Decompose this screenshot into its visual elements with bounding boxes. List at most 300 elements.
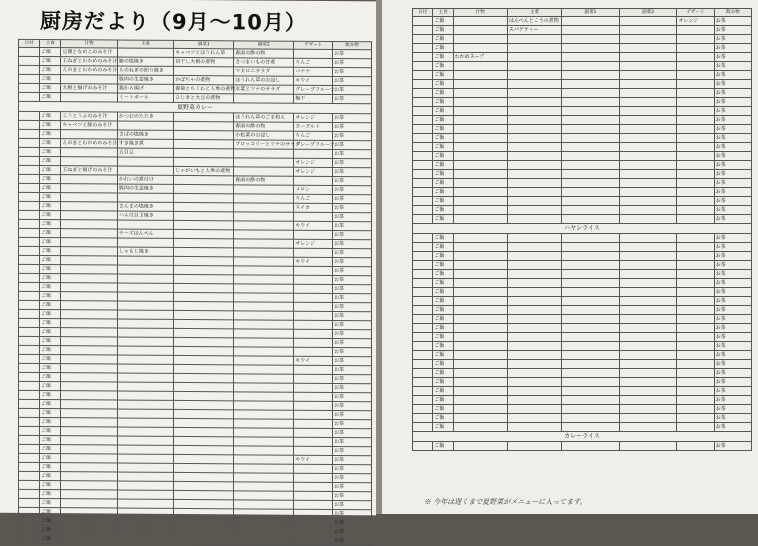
menu-cell bbox=[61, 445, 117, 454]
menu-cell: じゃがいもと人参の煮物 bbox=[174, 166, 234, 175]
menu-cell: ご飯 bbox=[433, 62, 453, 71]
menu-cell bbox=[19, 156, 40, 165]
menu-cell bbox=[619, 324, 677, 333]
menu-cell bbox=[562, 378, 620, 387]
menu-cell bbox=[677, 116, 714, 125]
menu-cell bbox=[507, 234, 561, 243]
menu-cell bbox=[507, 152, 561, 161]
menu-cell bbox=[61, 157, 117, 166]
menu-cell: お茶 bbox=[714, 62, 751, 71]
menu-cell: ご飯 bbox=[40, 399, 61, 408]
menu-cell: ご飯 bbox=[433, 35, 453, 44]
menu-cell bbox=[562, 170, 620, 179]
menu-cell bbox=[174, 256, 234, 265]
menu-cell bbox=[174, 66, 234, 75]
menu-cell bbox=[507, 252, 561, 261]
menu-cell bbox=[562, 405, 620, 414]
menu-cell bbox=[117, 301, 173, 310]
menu-cell bbox=[413, 423, 433, 432]
menu-cell: こうとうふのみそ汁 bbox=[61, 112, 117, 121]
menu-cell bbox=[413, 143, 433, 152]
menu-cell: ご飯 bbox=[433, 342, 453, 351]
table-row bbox=[413, 116, 752, 125]
menu-cell: ご飯 bbox=[433, 197, 453, 206]
menu-cell bbox=[174, 265, 234, 274]
menu-cell bbox=[507, 387, 561, 396]
menu-cell bbox=[677, 161, 714, 170]
menu-cell bbox=[61, 499, 117, 508]
menu-cell: お茶 bbox=[333, 249, 372, 258]
table-row bbox=[413, 270, 752, 279]
menu-cell bbox=[19, 426, 40, 435]
menu-cell bbox=[61, 535, 117, 544]
left-menu-table bbox=[18, 39, 372, 546]
menu-cell bbox=[174, 472, 234, 481]
menu-cell bbox=[413, 44, 433, 53]
menu-cell: グレープフルーツ bbox=[295, 141, 335, 149]
menu-cell bbox=[453, 134, 507, 143]
menu-cell: ご飯 bbox=[40, 525, 61, 534]
menu-cell bbox=[453, 197, 507, 206]
right-table-header bbox=[413, 9, 752, 17]
menu-cell bbox=[413, 387, 433, 396]
menu-cell bbox=[234, 428, 294, 437]
menu-cell: さつまいもの甘煮 bbox=[234, 58, 294, 67]
menu-cell bbox=[174, 391, 234, 400]
menu-cell: お茶 bbox=[333, 258, 372, 267]
menu-cell: お茶 bbox=[333, 510, 372, 519]
menu-cell: ご飯 bbox=[433, 315, 453, 324]
menu-cell: お茶 bbox=[333, 285, 372, 294]
menu-cell: ご飯 bbox=[433, 288, 453, 297]
menu-cell bbox=[507, 315, 561, 324]
menu-cell bbox=[507, 188, 561, 197]
menu-cell: ご飯 bbox=[40, 74, 61, 83]
menu-cell bbox=[117, 256, 173, 265]
menu-cell bbox=[61, 211, 117, 220]
menu-cell: お茶 bbox=[714, 234, 751, 243]
menu-cell: ご飯 bbox=[433, 297, 453, 306]
menu-cell bbox=[19, 165, 40, 174]
menu-cell: ご飯 bbox=[433, 414, 453, 423]
menu-cell bbox=[677, 170, 714, 179]
menu-cell bbox=[677, 80, 714, 89]
menu-cell bbox=[453, 279, 507, 288]
menu-cell bbox=[294, 482, 333, 491]
menu-cell bbox=[234, 94, 294, 103]
menu-cell bbox=[174, 274, 234, 283]
menu-cell bbox=[507, 405, 561, 414]
menu-cell bbox=[413, 107, 433, 116]
menu-cell bbox=[413, 206, 433, 215]
menu-cell: さばの塩焼き bbox=[117, 130, 173, 139]
menu-cell bbox=[234, 383, 294, 392]
menu-cell bbox=[61, 256, 117, 265]
menu-cell bbox=[19, 219, 40, 228]
menu-cell bbox=[117, 535, 173, 544]
menu-cell bbox=[507, 71, 561, 80]
menu-cell: ご飯 bbox=[40, 92, 61, 101]
menu-cell: お茶 bbox=[333, 519, 372, 528]
menu-cell bbox=[19, 498, 40, 507]
menu-cell bbox=[453, 35, 507, 44]
menu-cell bbox=[413, 396, 433, 405]
menu-cell: お茶 bbox=[333, 447, 372, 456]
menu-cell bbox=[234, 212, 294, 221]
menu-cell bbox=[507, 378, 561, 387]
menu-cell: ご飯 bbox=[40, 264, 61, 273]
menu-cell bbox=[294, 302, 333, 311]
menu-cell bbox=[453, 288, 507, 297]
menu-cell bbox=[619, 297, 677, 306]
menu-cell: ご飯 bbox=[40, 480, 61, 489]
table-row bbox=[413, 80, 752, 89]
menu-cell bbox=[562, 252, 620, 261]
menu-cell: ご飯 bbox=[433, 116, 453, 125]
menu-cell bbox=[677, 306, 714, 315]
menu-cell bbox=[562, 161, 620, 170]
menu-cell bbox=[677, 125, 714, 134]
menu-cell bbox=[294, 419, 333, 428]
menu-cell bbox=[117, 526, 173, 535]
menu-cell: お茶 bbox=[333, 501, 372, 510]
menu-cell bbox=[61, 409, 117, 418]
menu-cell bbox=[234, 365, 294, 374]
menu-cell: お茶 bbox=[333, 537, 372, 546]
menu-cell bbox=[562, 306, 620, 315]
menu-cell bbox=[19, 381, 40, 390]
menu-cell bbox=[117, 157, 173, 166]
menu-cell: お茶 bbox=[714, 143, 751, 152]
menu-cell bbox=[453, 378, 507, 387]
menu-cell: ご飯 bbox=[433, 252, 453, 261]
menu-cell: ご飯 bbox=[433, 243, 453, 252]
column-header: 日付 bbox=[19, 39, 40, 47]
menu-cell: ご飯 bbox=[40, 318, 61, 327]
menu-cell bbox=[61, 418, 117, 427]
table-row bbox=[413, 107, 752, 116]
menu-cell bbox=[413, 89, 433, 98]
table-row bbox=[413, 432, 752, 442]
menu-cell bbox=[19, 228, 40, 237]
menu-cell: スイカ bbox=[294, 203, 333, 212]
menu-cell bbox=[61, 346, 117, 355]
menu-cell bbox=[677, 197, 714, 206]
menu-cell bbox=[562, 62, 620, 71]
menu-cell bbox=[413, 405, 433, 414]
table-row bbox=[413, 179, 752, 188]
menu-cell bbox=[619, 197, 677, 206]
menu-cell bbox=[294, 311, 333, 320]
menu-cell bbox=[619, 387, 677, 396]
menu-cell: えのきとわかめのみそ汁 bbox=[62, 67, 118, 74]
menu-cell: お茶 bbox=[714, 378, 751, 387]
menu-cell: お茶 bbox=[714, 414, 751, 423]
menu-cell bbox=[453, 116, 507, 125]
column-header: 汁物 bbox=[61, 40, 117, 48]
menu-cell: キウイ bbox=[294, 356, 333, 365]
menu-cell: 豚肉の生姜焼き bbox=[117, 184, 173, 193]
menu-cell bbox=[507, 116, 561, 125]
menu-cell bbox=[234, 221, 294, 230]
menu-cell: ご飯 bbox=[433, 378, 453, 387]
menu-cell: お茶 bbox=[333, 267, 372, 276]
menu-cell: ご飯 bbox=[40, 129, 61, 138]
menu-cell bbox=[507, 324, 561, 333]
menu-cell: キウイ bbox=[294, 221, 333, 230]
menu-cell bbox=[294, 284, 333, 293]
menu-cell bbox=[562, 197, 620, 206]
menu-cell bbox=[234, 338, 294, 347]
menu-cell: お茶 bbox=[333, 366, 372, 375]
menu-cell: お茶 bbox=[333, 303, 372, 312]
menu-cell bbox=[117, 373, 173, 382]
menu-cell: ご飯 bbox=[433, 125, 453, 134]
menu-cell bbox=[234, 356, 294, 365]
menu-cell: お茶 bbox=[333, 222, 372, 231]
menu-cell: お茶 bbox=[333, 150, 372, 159]
menu-cell: ご飯 bbox=[433, 152, 453, 161]
footnote: ※ 今年は遅くまで夏野菜がメニューに入ってます。 bbox=[424, 498, 587, 506]
menu-cell: ご飯 bbox=[433, 369, 453, 378]
menu-cell bbox=[507, 279, 561, 288]
menu-cell: お茶 bbox=[333, 357, 372, 366]
menu-cell bbox=[619, 405, 677, 414]
menu-cell bbox=[234, 248, 294, 257]
menu-cell: お茶 bbox=[714, 324, 751, 333]
menu-cell bbox=[619, 17, 677, 26]
menu-cell bbox=[453, 206, 507, 215]
menu-cell bbox=[61, 283, 117, 292]
menu-cell bbox=[619, 252, 677, 261]
menu-cell: ご飯 bbox=[40, 336, 61, 345]
menu-cell bbox=[562, 442, 620, 451]
menu-cell: グレープフルーツ bbox=[295, 86, 335, 94]
menu-cell: お茶 bbox=[333, 132, 372, 141]
menu-cell: お茶 bbox=[714, 197, 751, 206]
menu-cell bbox=[61, 148, 117, 157]
menu-cell bbox=[174, 454, 234, 463]
menu-cell: ご飯 bbox=[40, 165, 61, 174]
menu-cell bbox=[562, 342, 620, 351]
menu-cell: ご飯 bbox=[433, 279, 453, 288]
table-row bbox=[413, 188, 752, 197]
menu-cell bbox=[19, 174, 40, 183]
menu-cell bbox=[562, 71, 620, 80]
menu-cell: お茶 bbox=[333, 114, 372, 123]
menu-cell bbox=[453, 98, 507, 107]
column-header: 副菜2 bbox=[619, 9, 677, 17]
menu-cell bbox=[562, 279, 620, 288]
menu-cell bbox=[677, 297, 714, 306]
menu-cell bbox=[19, 354, 40, 363]
menu-cell bbox=[562, 53, 620, 62]
menu-cell bbox=[19, 534, 40, 543]
menu-cell bbox=[174, 130, 234, 139]
menu-cell bbox=[174, 409, 234, 418]
menu-cell bbox=[507, 125, 561, 134]
menu-cell bbox=[174, 526, 234, 535]
menu-cell: わかめスープ bbox=[453, 53, 507, 62]
menu-cell bbox=[619, 71, 677, 80]
menu-cell bbox=[677, 423, 714, 432]
menu-cell bbox=[619, 98, 677, 107]
menu-cell: お茶 bbox=[714, 342, 751, 351]
table-row bbox=[413, 224, 752, 234]
menu-cell bbox=[234, 320, 294, 329]
menu-cell bbox=[413, 360, 433, 369]
menu-cell bbox=[117, 355, 173, 364]
menu-cell: ご飯 bbox=[433, 179, 453, 188]
menu-cell: ご飯 bbox=[40, 174, 61, 183]
menu-cell bbox=[19, 417, 40, 426]
menu-cell: お茶 bbox=[714, 387, 751, 396]
menu-cell: お茶 bbox=[714, 188, 751, 197]
menu-cell bbox=[413, 35, 433, 44]
menu-cell bbox=[174, 481, 234, 490]
menu-cell: お茶 bbox=[714, 80, 751, 89]
menu-cell bbox=[117, 508, 173, 517]
menu-cell bbox=[117, 319, 173, 328]
menu-cell: お茶 bbox=[333, 402, 372, 411]
menu-cell: お茶 bbox=[714, 17, 751, 26]
menu-cell: ご飯 bbox=[40, 534, 61, 543]
column-header: 副菜2 bbox=[234, 41, 294, 49]
menu-cell bbox=[507, 134, 561, 143]
menu-cell bbox=[677, 324, 714, 333]
table-row bbox=[413, 442, 752, 451]
menu-cell bbox=[677, 405, 714, 414]
table-row bbox=[413, 17, 752, 26]
menu-cell bbox=[174, 535, 234, 544]
menu-cell bbox=[507, 107, 561, 116]
menu-cell bbox=[19, 183, 40, 192]
menu-cell bbox=[453, 152, 507, 161]
menu-cell bbox=[234, 167, 294, 176]
table-row bbox=[413, 414, 752, 423]
menu-cell: 五目豆 bbox=[117, 148, 173, 157]
menu-cell bbox=[453, 125, 507, 134]
menu-cell: 切干し大根の煮物 bbox=[174, 57, 234, 66]
menu-cell bbox=[117, 382, 173, 391]
table-row bbox=[413, 161, 752, 170]
menu-cell bbox=[507, 270, 561, 279]
menu-cell: らのねぎの照り焼き bbox=[117, 66, 173, 75]
menu-cell bbox=[619, 369, 677, 378]
menu-cell bbox=[117, 400, 173, 409]
menu-cell: お茶 bbox=[714, 279, 751, 288]
menu-cell: キャベツとほうれん草 bbox=[174, 48, 234, 57]
menu-cell: ヨーグルト bbox=[294, 122, 333, 131]
menu-cell: すき焼き煮 bbox=[117, 139, 173, 148]
menu-cell bbox=[234, 158, 294, 167]
left-menu-table-wrap bbox=[18, 39, 372, 545]
menu-cell bbox=[19, 92, 40, 101]
menu-cell: 玉ねぎと揚げのみそ汁 bbox=[61, 166, 117, 175]
menu-cell bbox=[19, 74, 40, 83]
menu-cell bbox=[507, 206, 561, 215]
menu-cell bbox=[413, 134, 433, 143]
menu-cell bbox=[507, 333, 561, 342]
menu-cell bbox=[562, 80, 620, 89]
menu-cell bbox=[677, 442, 714, 451]
menu-cell bbox=[234, 410, 294, 419]
menu-band-cell: ハヤシライス bbox=[413, 224, 752, 234]
menu-cell bbox=[677, 234, 714, 243]
menu-cell: ご飯 bbox=[433, 44, 453, 53]
menu-cell bbox=[619, 333, 677, 342]
menu-cell: ご飯 bbox=[433, 134, 453, 143]
menu-cell: ご飯 bbox=[40, 381, 61, 390]
menu-cell bbox=[174, 319, 234, 328]
menu-cell bbox=[234, 203, 294, 212]
menu-cell bbox=[234, 284, 294, 293]
menu-cell bbox=[507, 369, 561, 378]
menu-cell bbox=[413, 80, 433, 89]
menu-cell: ご飯 bbox=[433, 80, 453, 89]
menu-cell bbox=[234, 491, 294, 500]
menu-cell bbox=[61, 337, 117, 346]
menu-cell bbox=[677, 62, 714, 71]
menu-cell bbox=[507, 161, 561, 170]
menu-cell bbox=[413, 414, 433, 423]
menu-cell: ご飯 bbox=[40, 56, 61, 65]
menu-cell bbox=[453, 179, 507, 188]
menu-cell: ご飯 bbox=[40, 489, 61, 498]
menu-cell bbox=[174, 220, 234, 229]
menu-cell bbox=[619, 116, 677, 125]
menu-cell: お茶 bbox=[333, 456, 372, 465]
menu-cell bbox=[453, 324, 507, 333]
menu-cell bbox=[61, 75, 117, 84]
menu-cell bbox=[19, 282, 40, 291]
menu-cell bbox=[507, 179, 561, 188]
menu-cell bbox=[174, 427, 234, 436]
menu-cell bbox=[61, 481, 117, 490]
menu-cell: ご飯 bbox=[40, 210, 61, 219]
menu-cell: ご飯 bbox=[433, 360, 453, 369]
menu-cell bbox=[294, 248, 333, 257]
menu-cell: ご飯 bbox=[433, 215, 453, 224]
menu-cell bbox=[413, 26, 433, 35]
menu-cell: キャベツと豚のみそ汁 bbox=[61, 121, 117, 130]
menu-cell: ご飯 bbox=[40, 83, 61, 92]
menu-cell: ご飯 bbox=[40, 192, 61, 201]
menu-cell: お茶 bbox=[714, 351, 751, 360]
menu-cell bbox=[19, 192, 40, 201]
menu-cell: お茶 bbox=[333, 50, 372, 59]
menu-cell bbox=[61, 517, 117, 526]
menu-cell bbox=[294, 437, 333, 446]
menu-cell bbox=[413, 270, 433, 279]
menu-cell bbox=[294, 500, 333, 509]
menu-cell bbox=[294, 374, 333, 383]
menu-cell: ご飯 bbox=[40, 111, 61, 120]
menu-cell bbox=[294, 527, 333, 536]
column-header: 主菜 bbox=[507, 9, 561, 17]
menu-cell: ご飯 bbox=[433, 71, 453, 80]
menu-cell bbox=[619, 270, 677, 279]
menu-cell: ご飯 bbox=[433, 107, 453, 116]
menu-cell bbox=[234, 293, 294, 302]
menu-cell: ご飯 bbox=[40, 444, 61, 453]
menu-cell bbox=[19, 300, 40, 309]
menu-cell bbox=[19, 471, 40, 480]
menu-cell: ご飯 bbox=[433, 161, 453, 170]
table-row bbox=[413, 243, 752, 252]
menu-band-cell: 夏野菜カレー bbox=[19, 101, 372, 113]
menu-cell bbox=[234, 536, 294, 545]
